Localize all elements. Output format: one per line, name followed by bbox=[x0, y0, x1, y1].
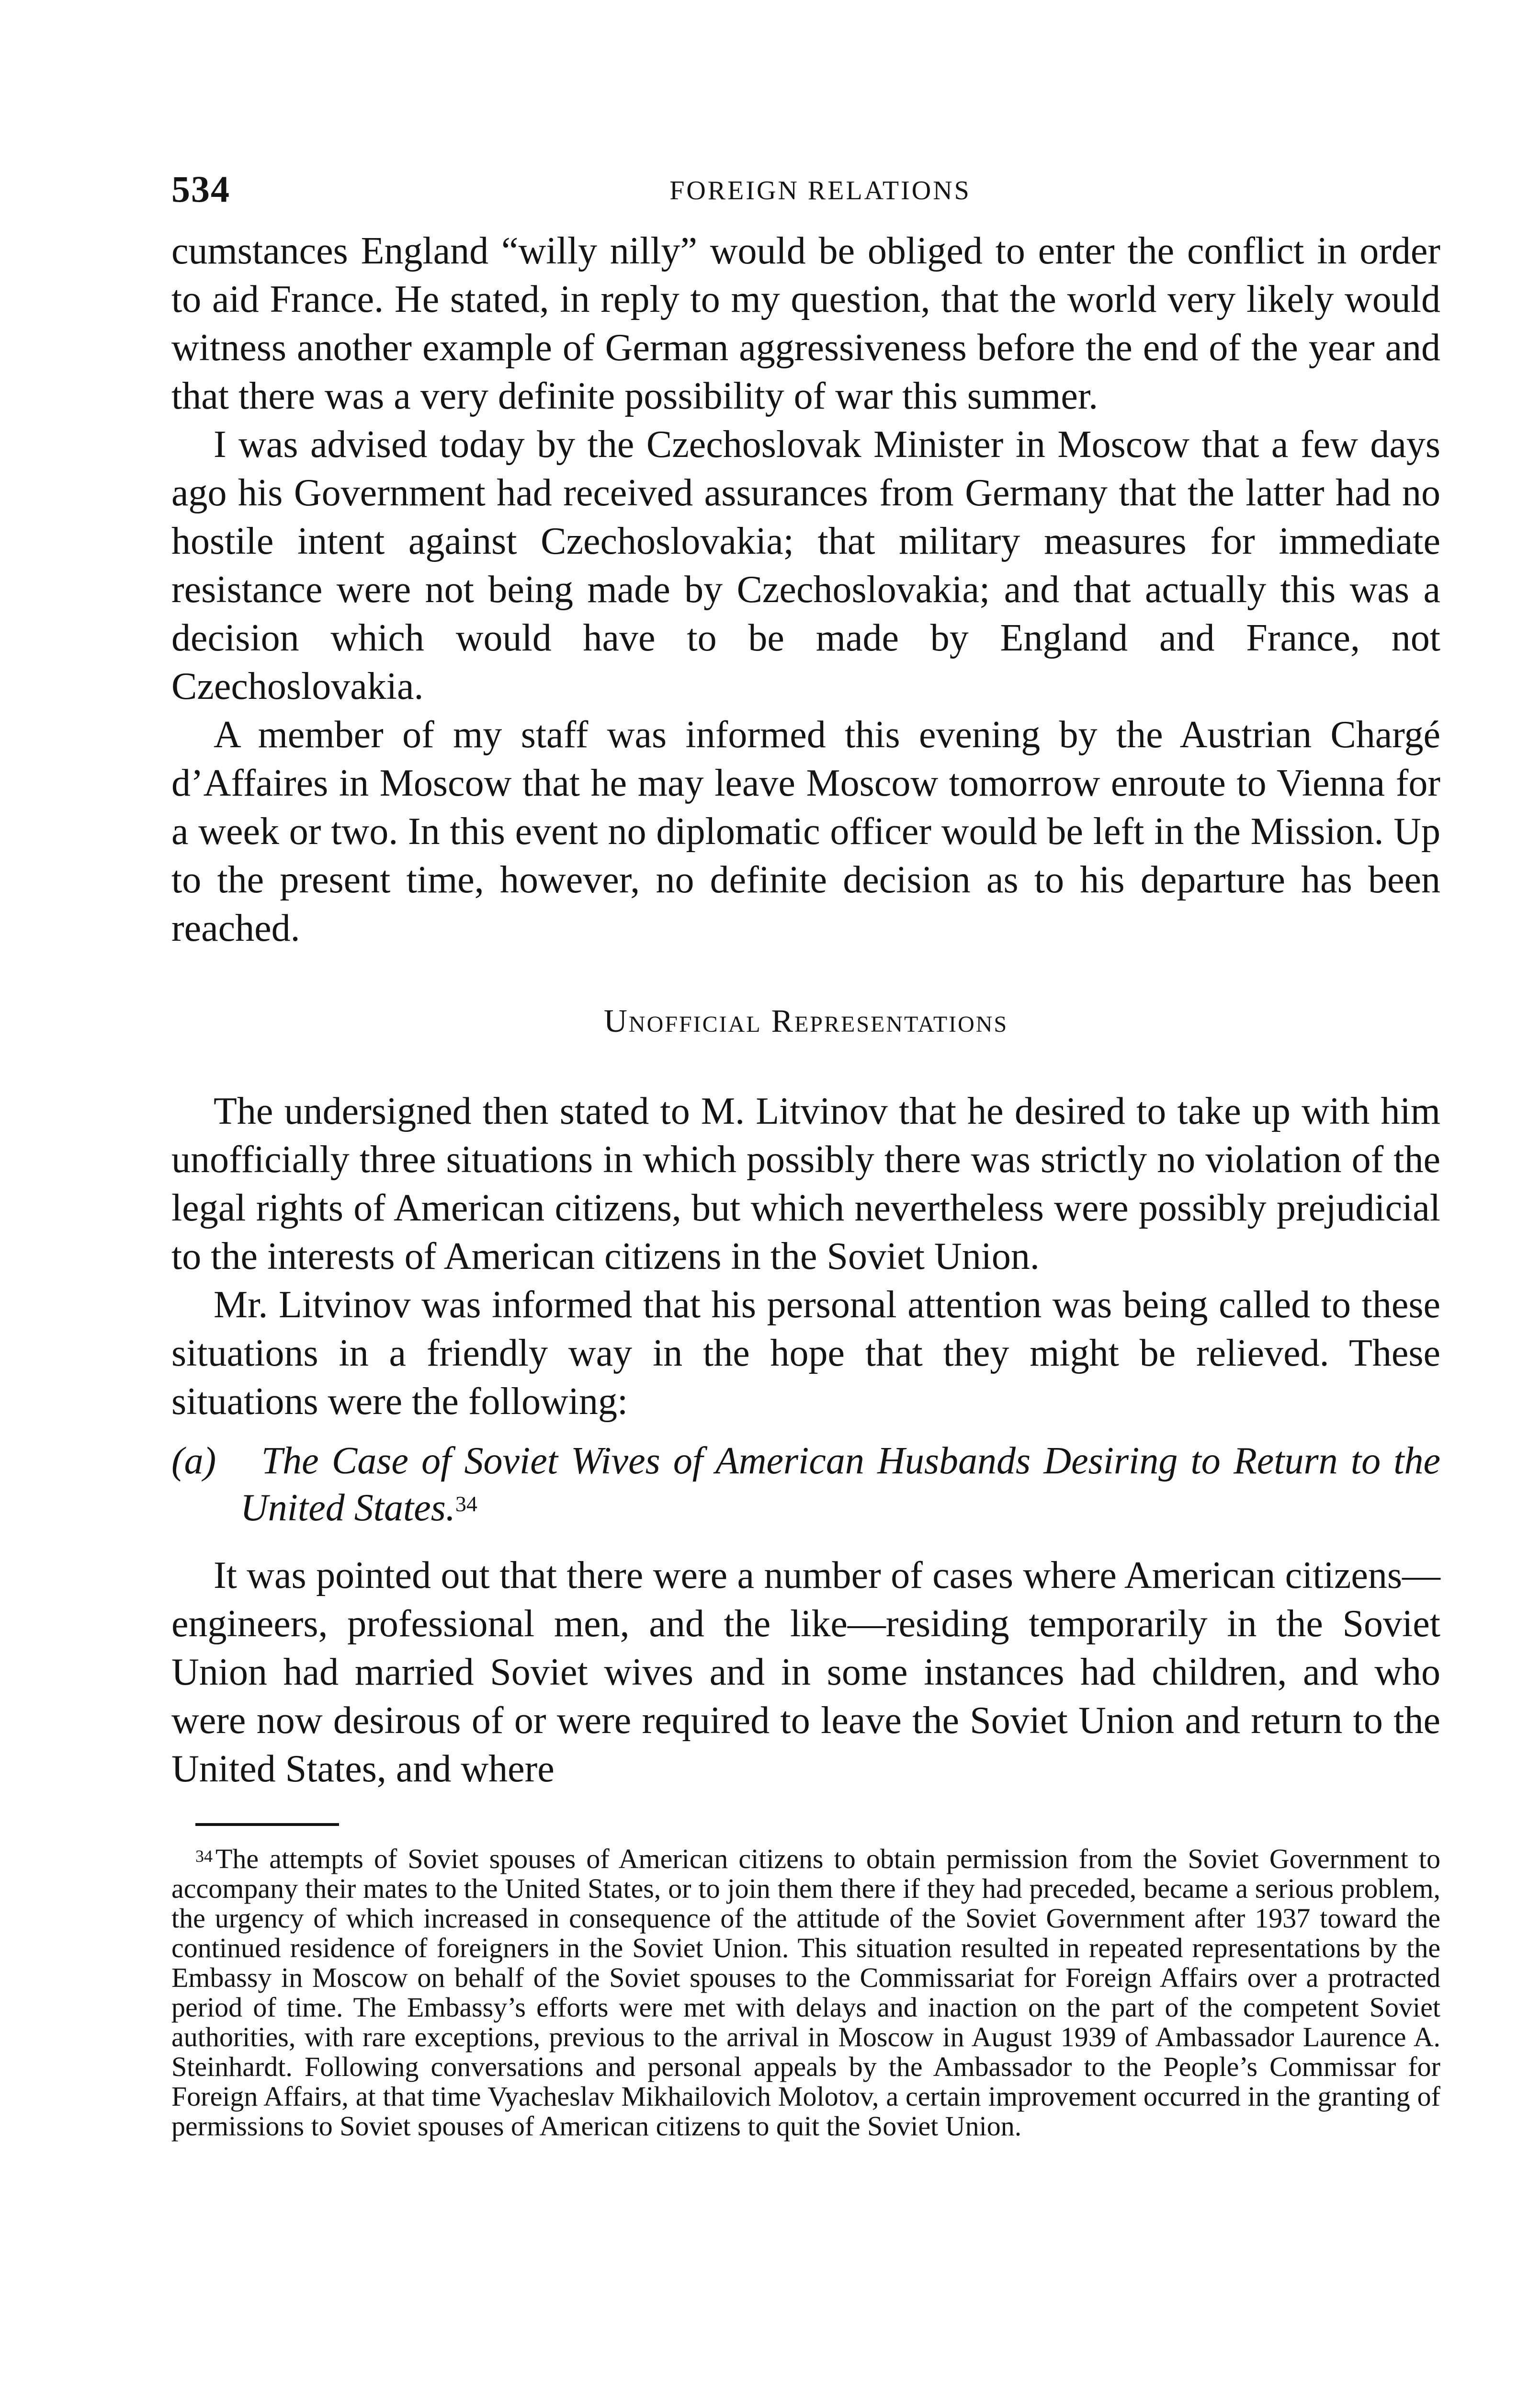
paragraph-czechoslovak-minister: I was advised today by the Czechoslovak Minister in Moscow that a few days ago his Government had received assurances from Germany that the latter had no hostile intent against Czechoslovakia; that military measures for immediate resistance were not being made by Czechoslovakia; and that actually this was a decision which would have to be made by England and France, not Czechoslovakia. bbox=[171, 423, 1440, 707]
footnote-number: 34 bbox=[195, 1847, 213, 1866]
paragraph-austrian-charge: A member of my staff was informed this evening by the Austrian Chargé d’Affaires in Moscow that he may leave Moscow tomorrow enroute to Vienna for a week or two. In this event no diplomatic officer would be left in the Mission. Up to the present time, however, no definite decision as to his departure has been reached. bbox=[171, 714, 1440, 949]
footnote-divider bbox=[195, 1823, 339, 1826]
footnote bbox=[171, 1844, 1440, 2141]
footnote-text: The attempts of Soviet spouses of American citizens to obtain permission from the Soviet Government to accompany their mates to the United States, or to join them there if they had preceded, became a serious problem, the urgency of which increased in consequence of the attitude of the Soviet Government after 1937 toward the continued residence of foreigners in the Soviet Union. This situation resulted in repeated representations by the Embassy in Moscow on behalf of the Soviet spouses to the Commissariat for Foreign Affairs over a protracted period of time. The Embassy’s efforts were met with delays and inaction on the part of the competent Soviet authorities, with rare exceptions, previous to the arrival in Moscow in August 1939 of Ambassador Laurence A. Steinhardt. Following conversations and personal appeals by the Ambassador to the People’s Commissar for Foreign Affairs, at that time Vyacheslav Mikhailovich Molotov, a certain improvement occurred in the granting of permissions to Soviet spouses of American citizens to quit the Soviet Union. bbox=[171, 1843, 1440, 2142]
paragraph-litvinov-informed: Mr. Litvinov was informed that his personal attention was being called to these situations in a friendly way in the hope that they might be relieved. These situations were the following: bbox=[171, 1284, 1440, 1423]
paragraph-undersigned: The undersigned then stated to M. Litvinov that he desired to take up with him unofficially three situations in which possibly there was strictly no violation of the legal rights of American citizens, but which nevertheless were possibly prejudicial to the interests of American citizens in the Soviet Union. bbox=[171, 1090, 1440, 1277]
subheading-text: The Case of Soviet Wives of American Husbands Desiring to Return to the United States. bbox=[240, 1440, 1441, 1529]
footnote-reference[interactable]: 34 bbox=[455, 1492, 477, 1516]
section-title: Unofficial Representations bbox=[603, 1003, 1008, 1039]
subheading-soviet-wives bbox=[171, 1437, 1440, 1531]
document-page bbox=[171, 158, 1440, 2141]
paragraph-continued: cumstances England “willy nilly” would be obliged to enter the conflict in order to aid France. He stated, in reply to my question, that the world very likely would witness another example of German aggressiveness before the end of the year and that there was a very definite possibility of war this summer. bbox=[171, 230, 1440, 417]
page-header bbox=[171, 158, 1440, 216]
running-head: FOREIGN RELATIONS bbox=[669, 176, 971, 205]
paragraph-american-citizens: It was pointed out that there were a number of cases where American citizens—engineers, professional men, and the like—residing temporarily in the Soviet Union had married Soviet wives and in some instances had children, and who were now desirous of or were required to leave the Soviet Union and return to the United States, and where bbox=[171, 1554, 1440, 1790]
body-text bbox=[171, 227, 1440, 1793]
subheading-label: (a) bbox=[171, 1440, 216, 1482]
page-number: 534 bbox=[171, 168, 230, 210]
